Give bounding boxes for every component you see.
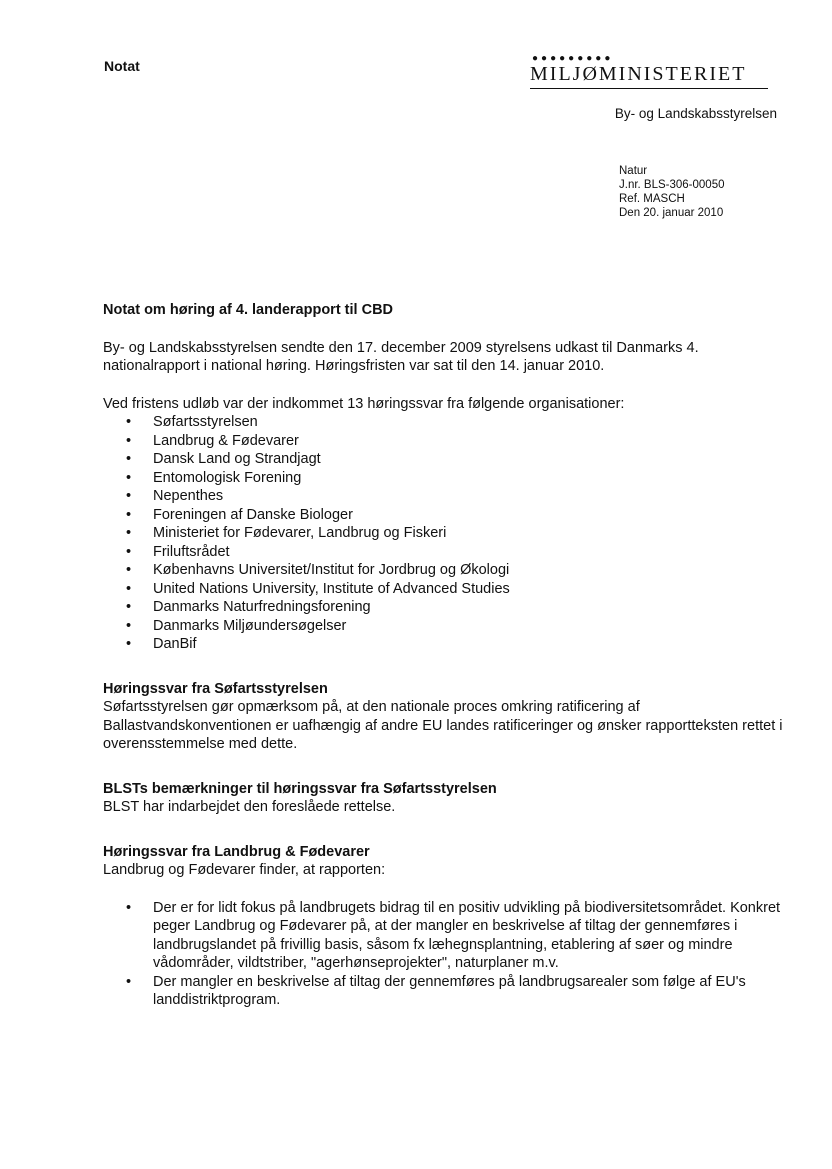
list-item: • Friluftsrådet	[103, 543, 783, 562]
logo-dots-decoration: ●●●●●●●●●	[532, 53, 614, 64]
list-item: • Nepenthes	[103, 487, 783, 506]
organisation-list	[103, 413, 783, 654]
agency-name: By- og Landskabsstyrelsen	[614, 106, 777, 121]
meta-unit: Natur	[619, 165, 648, 177]
meta-ref: Ref. MASCH	[619, 193, 685, 205]
list-item: • Foreningen af Danske Biologer	[103, 506, 783, 525]
document-type-label: Notat	[104, 58, 140, 74]
list-item: • Danmarks Naturfredningsforening	[103, 598, 783, 617]
ministry-logo	[530, 55, 770, 89]
section-text: Søfartsstyrelsen gør opmærksom på, at den nationale proces omkring ratificering af Ballastvandskonventionen er uafhængig af andre EU landes ratificeringer og ønsker rapportteksten rettet i overensstemmelse med dette.	[103, 699, 783, 752]
section-heading: Høringssvar fra Søfartsstyrelsen	[103, 680, 328, 697]
list-item: • Der er for lidt fokus på landbrugets bidrag til en positiv udvikling på biodiversitetsområdet. Konkret peger Landbrug og Fødevarer på, at der mangler en beskrivelse af tiltag der gennemføres i landbrugslandet på frivillig basis, såsom fx læhegnsplantning, etablering af søer og mindre vådområder, vildtstriber, "agerhønseprojekter", naturplaner m.v.	[103, 899, 783, 973]
section-text: Landbrug og Fødevarer finder, at rapporten:	[103, 862, 386, 878]
responses-intro: Ved fristens udløb var der indkommet 13 høringssvar fra følgende organisationer:	[103, 395, 625, 412]
ministry-name: MILJØMINISTERIET	[530, 63, 747, 85]
list-item: • Københavns Universitet/Institut for Jordbrug og Økologi	[103, 561, 783, 580]
list-item: • Søfartsstyrelsen	[103, 413, 783, 432]
list-item: • United Nations University, Institute of Advanced Studies	[103, 580, 783, 599]
list-item: • Entomologisk Forening	[103, 469, 783, 488]
section-heading: Høringssvar fra Landbrug & Fødevarer	[103, 843, 370, 860]
section-text: BLST har indarbejdet den foreslåede rettelse.	[103, 799, 396, 815]
list-item: • Ministeriet for Fødevarer, Landbrug og Fiskeri	[103, 524, 783, 543]
meta-jnr: J.nr. BLS-306-00050	[619, 179, 725, 191]
list-item: • DanBif	[103, 635, 783, 654]
document-body	[103, 301, 783, 1010]
list-item: • Dansk Land og Strandjagt	[103, 450, 783, 469]
list-item: • Der mangler en beskrivelse af tiltag der gennemføres på landbrugsarealer som følge af EU's landdistriktprogram.	[103, 973, 783, 1010]
landbrug-points-list	[103, 899, 783, 1010]
document-meta	[619, 164, 725, 220]
list-item: • Danmarks Miljøundersøgelser	[103, 617, 783, 636]
logo-divider	[530, 88, 768, 89]
meta-date: Den 20. januar 2010	[619, 207, 724, 219]
section-heading: BLSTs bemærkninger til høringssvar fra Søfartsstyrelsen	[103, 780, 497, 797]
list-item: • Landbrug & Fødevarer	[103, 432, 783, 451]
document-title: Notat om høring af 4. landerapport til CBD	[103, 302, 394, 318]
intro-paragraph: By- og Landskabsstyrelsen sendte den 17. december 2009 styrelsens udkast til Danmarks 4. nationalrapport i national høring. Høringsfristen var sat til den 14. januar 2010.	[103, 339, 699, 374]
